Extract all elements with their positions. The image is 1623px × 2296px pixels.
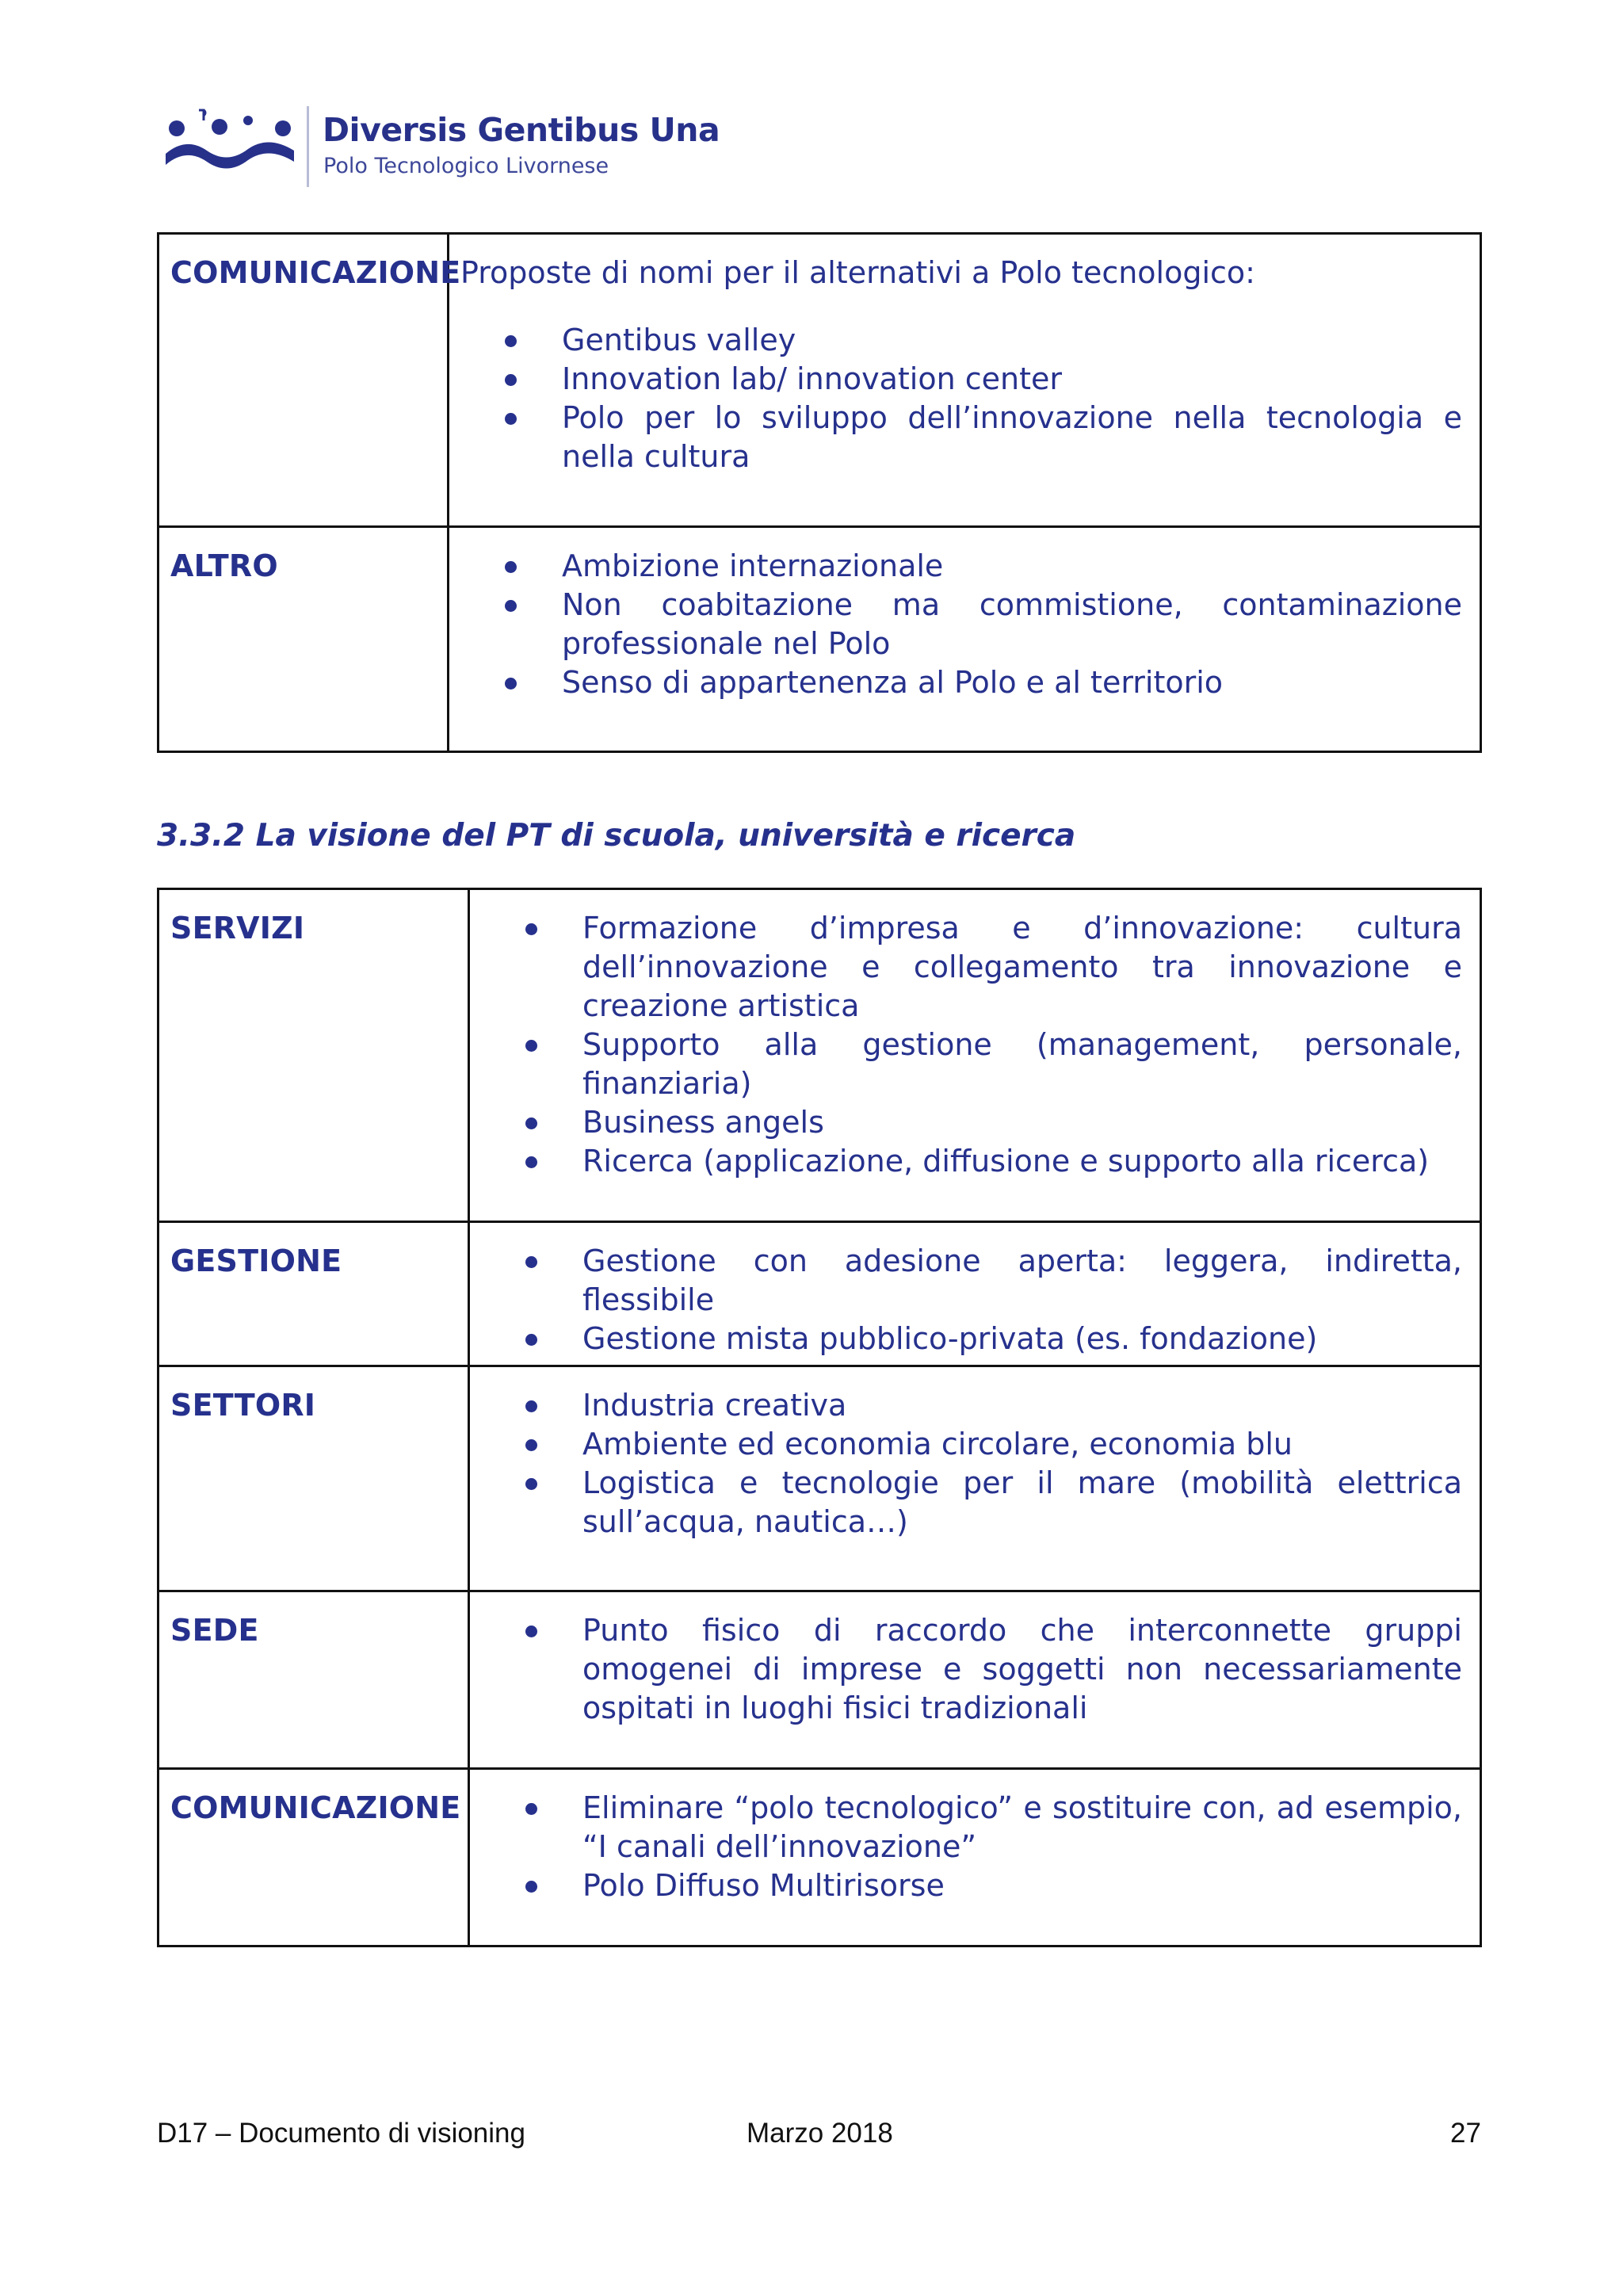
row-category: SEDE [158, 1591, 469, 1769]
bullet-icon [505, 374, 517, 386]
bullet-icon [525, 1881, 537, 1893]
list-item: Gestione con adesione aperta: leggera, indiretta, flessibile [470, 1242, 1462, 1320]
list-item: Punto fisico di raccordo che interconnette gruppi omogenei di imprese e soggetti non necessariamente ospitati in luoghi fisici tradizionali [470, 1611, 1462, 1728]
list-item: Eliminare “polo tecnologico” e sostituire con, ad esempio, “I canali dell’innovazione” [470, 1789, 1462, 1866]
row-category: SETTORI [158, 1366, 469, 1591]
row-content [469, 1591, 1481, 1769]
bullet-icon [525, 1040, 537, 1052]
list-item: Gestione mista pubblico-privata (es. fondazione) [470, 1320, 1462, 1358]
bullet-icon [525, 1334, 537, 1346]
bullet-icon [525, 1400, 537, 1412]
row-content [469, 1222, 1481, 1366]
logo-subtitle: Polo Tecnologico Livornese [323, 154, 609, 178]
wave-logo-icon [162, 103, 297, 182]
footer-doc-label: D17 – Documento di visioning [157, 2118, 525, 2149]
table-stakeholder-vision-1 [157, 232, 1482, 753]
bullet-icon [525, 1256, 537, 1268]
bullet-icon [525, 1117, 537, 1129]
footer-date: Marzo 2018 [747, 2118, 893, 2149]
table-row [158, 234, 1481, 527]
list-item: Polo Diffuso Multirisorse [470, 1866, 1462, 1905]
bullet-icon [505, 678, 517, 690]
bullet-icon [525, 1626, 537, 1637]
table-row [158, 1222, 1481, 1366]
list-item: Non coabitazione ma commistione, contaminazione professionale nel Polo [449, 586, 1462, 663]
logo-divider [307, 106, 309, 187]
list-item: Ambiente ed economia circolare, economia blu [470, 1425, 1462, 1464]
footer-page-number: 27 [1450, 2118, 1481, 2149]
row-category: ALTRO [158, 527, 449, 752]
list-item: Industria creativa [470, 1386, 1462, 1425]
list-item: Formazione d’impresa e d’innovazione: cultura dell’innovazione e collegamento tra innovazione e creazione artistica [470, 909, 1462, 1026]
logo-title: Diversis Gentibus Una [323, 111, 720, 149]
table-row [158, 889, 1481, 1222]
table-stakeholder-vision-2 [157, 888, 1482, 1947]
list-item: Business angels [470, 1103, 1462, 1142]
bullet-icon [505, 600, 517, 612]
list-item: Logistica e tecnologie per il mare (mobilità elettrica sull’acqua, nautica…) [470, 1464, 1462, 1541]
section-heading: 3.3.2 La visione del PT di scuola, università e ricerca [157, 818, 1076, 854]
table-row [158, 527, 1481, 752]
row-content [469, 1366, 1481, 1591]
row-content [449, 527, 1481, 752]
bullet-icon [525, 1439, 537, 1451]
table-row [158, 1366, 1481, 1591]
list-item: Ricerca (applicazione, diffusione e supporto alla ricerca) [470, 1142, 1462, 1181]
list-item: Ambizione internazionale [449, 547, 1462, 586]
bullet-icon [505, 561, 517, 573]
row-category: COMUNICAZIONE [158, 234, 449, 527]
list-item: Polo per lo sviluppo dell’innovazione nella tecnologia e nella cultura [449, 399, 1462, 476]
list-item: Supporto alla gestione (management, personale, finanziaria) [470, 1026, 1462, 1103]
bullet-icon [505, 335, 517, 347]
list-item: Senso di appartenenza al Polo e al territorio [449, 663, 1462, 702]
row-content [469, 889, 1481, 1222]
bullet-icon [525, 923, 537, 935]
row-content [449, 234, 1481, 527]
row-category: COMUNICAZIONE [158, 1769, 469, 1946]
row-content [469, 1769, 1481, 1946]
table-row [158, 1591, 1481, 1769]
row-category: SERVIZI [158, 889, 469, 1222]
bullet-icon [505, 413, 517, 425]
bullet-icon [525, 1803, 537, 1815]
list-item: Innovation lab/ innovation center [449, 360, 1462, 399]
table-row [158, 1769, 1481, 1946]
row-category: GESTIONE [158, 1222, 469, 1366]
bullet-icon [525, 1478, 537, 1490]
row-lead-text: Proposte di nomi per il alternativi a Polo tecnologico: [460, 255, 1255, 290]
header-logo [162, 103, 720, 190]
list-item: Gentibus valley [449, 321, 1462, 360]
bullet-icon [525, 1156, 537, 1168]
